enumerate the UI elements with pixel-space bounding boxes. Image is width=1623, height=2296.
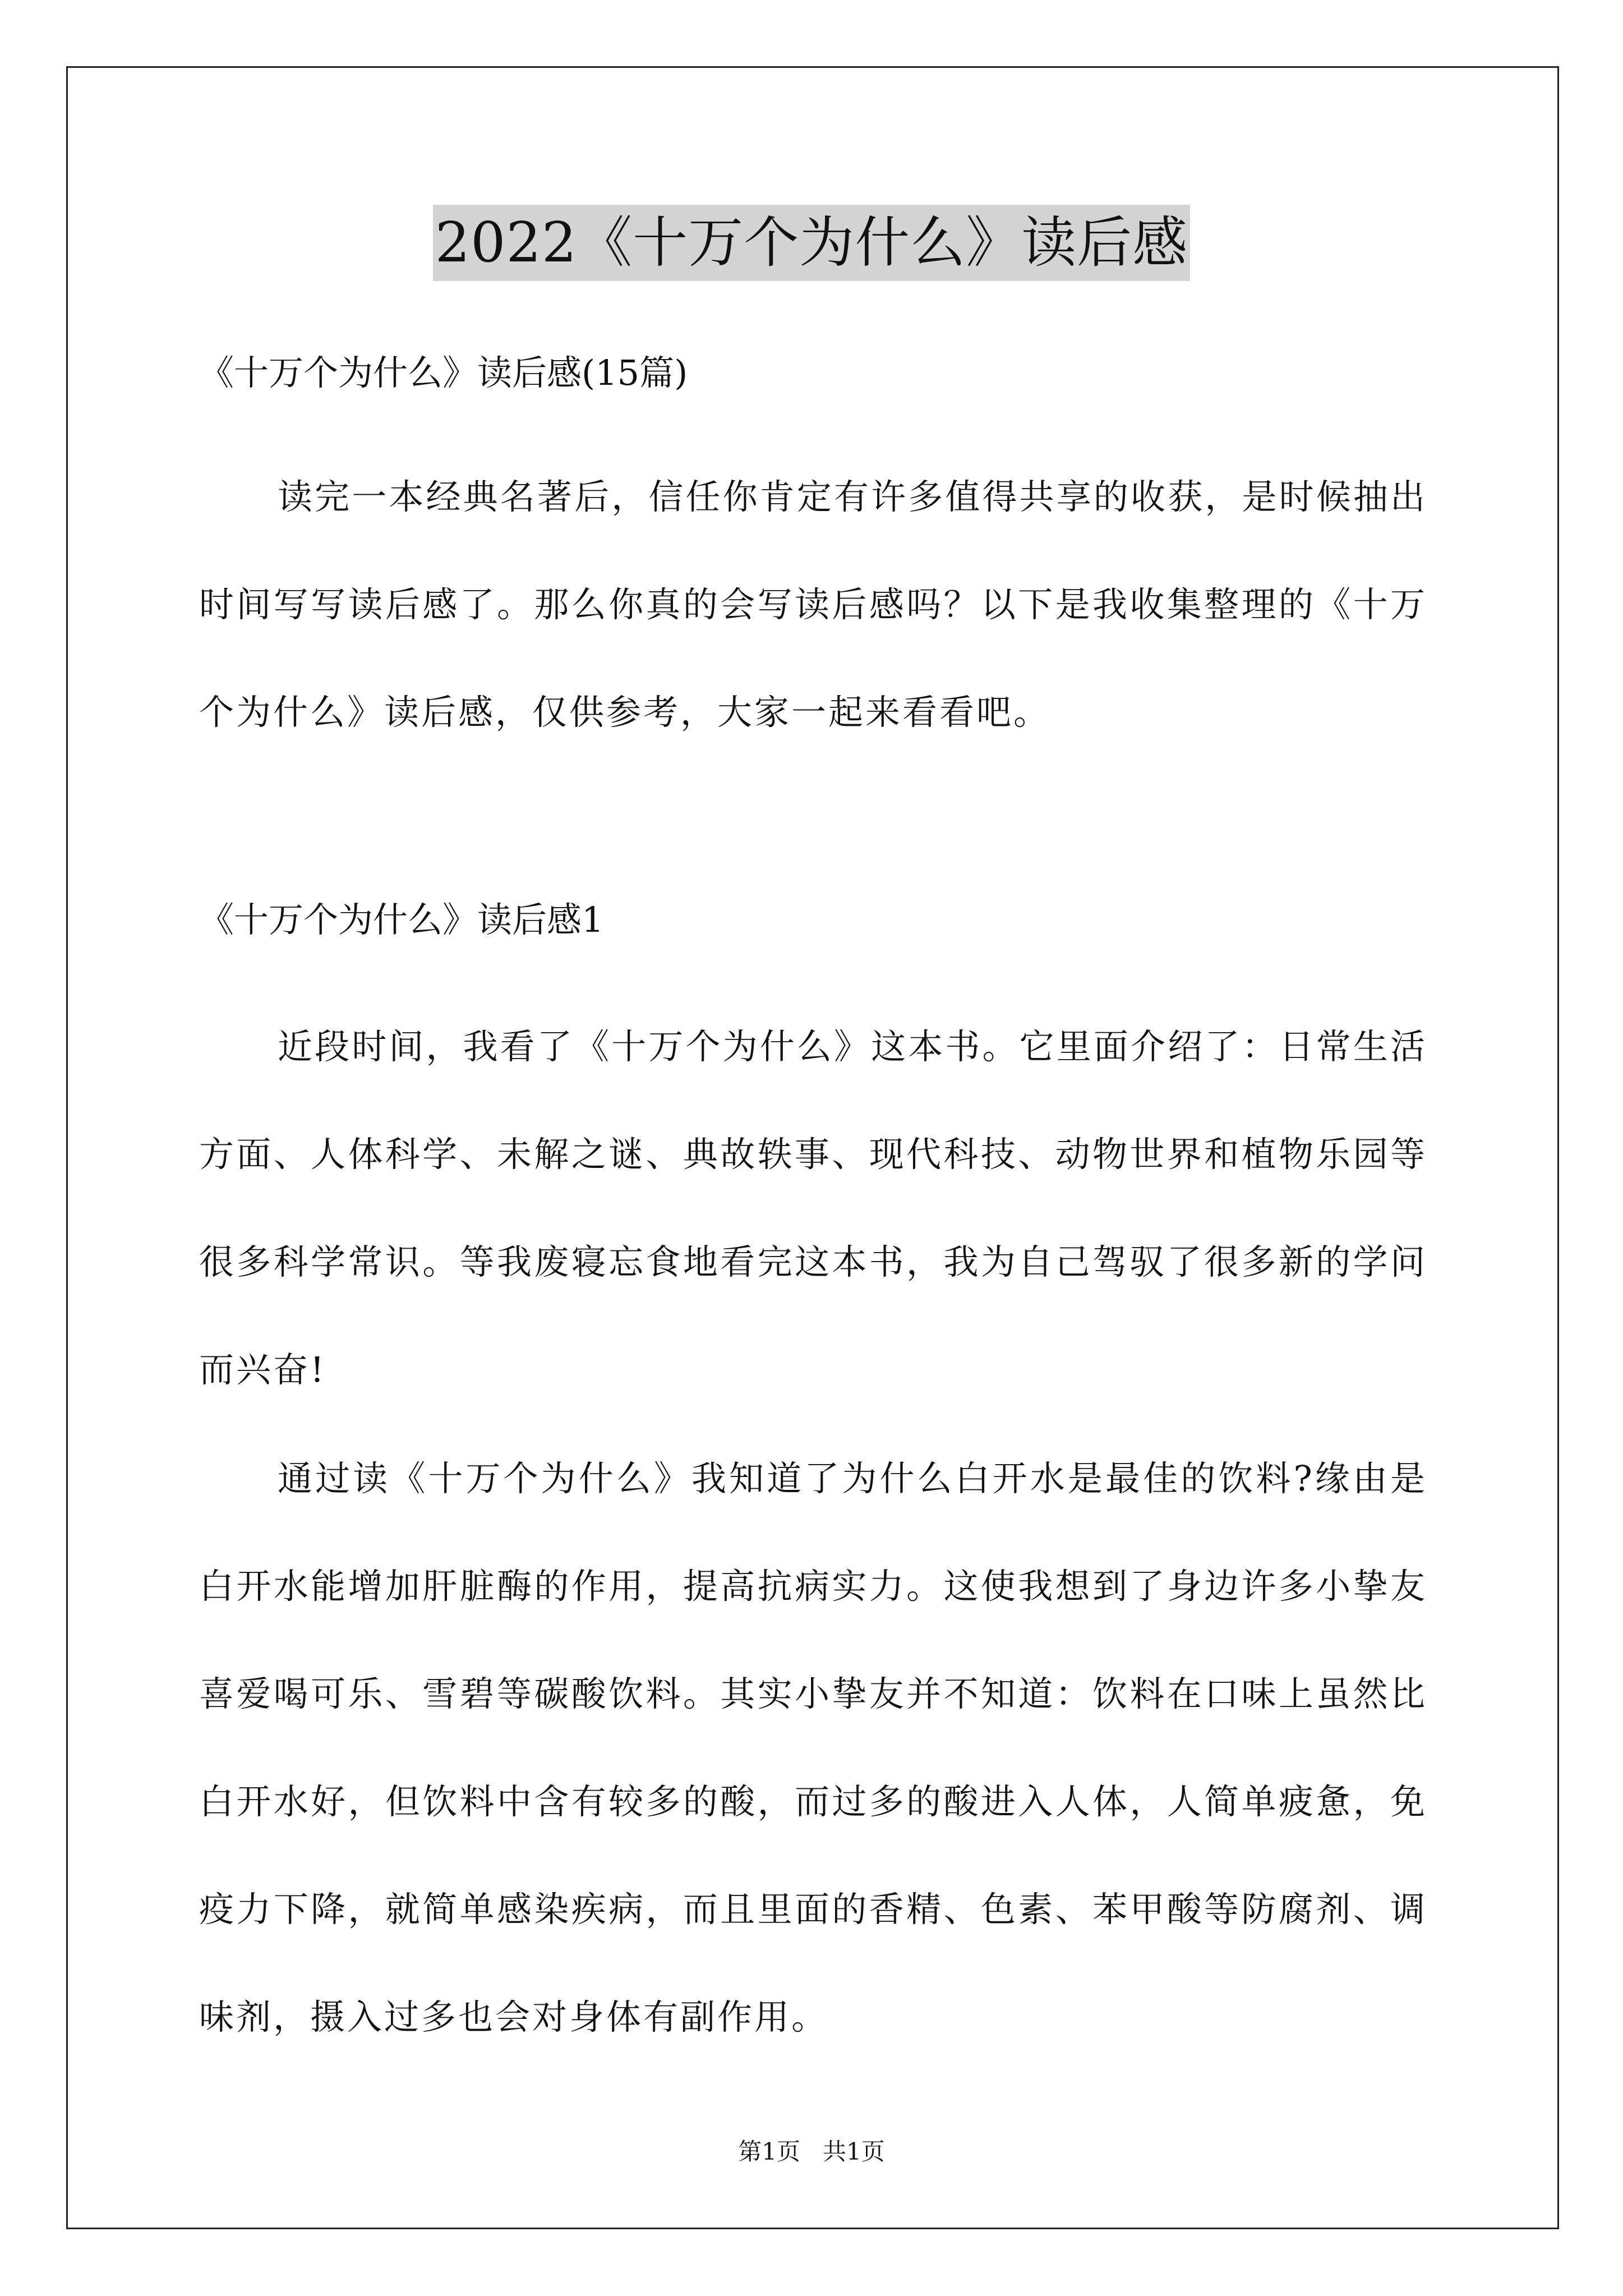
body-paragraph-1: 近段时间，我看了《十万个为什么》这本书。它里面介绍了：日常生活方面、人体科学、未解之谜、典故轶事、现代科技、动物世界和植物乐园等很多科学常识。等我废寝忘食地看完这本书，我为自己驾驭了很多新的学问而兴奋! bbox=[199, 1026, 1427, 1390]
title-container bbox=[0, 205, 1623, 281]
intro-paragraph: 读完一本经典名著后，信任你肯定有许多值得共享的收获，是时候抽出时间写写读后感了。那么你真的会写读后感吗？以下是我收集整理的《十万个为什么》读后感，仅供参考，大家一起来看看吧。 bbox=[199, 476, 1427, 733]
page-footer: 第1页 共1页 bbox=[738, 2138, 885, 2165]
document-title: 2022《十万个为什么》读后感 bbox=[433, 205, 1190, 281]
body-paragraph-2: 通过读《十万个为什么》我知道了为什么白开水是最佳的饮料?缘由是白开水能增加肝脏酶的作用，提高抗病实力。这使我想到了身边许多小挚友喜爱喝可乐、雪碧等碳酸饮料。其实小挚友并不知道：饮料在口味上虽然比白开水好，但饮料中含有较多的酸，而过多的酸进入人体，人简单疲惫，免疫力下降，就简单感染疾病，而且里面的香精、色素、苯甲酸等防腐剂、调味剂，摄入过多也会对身体有副作用。 bbox=[199, 1458, 1427, 2037]
document-subtitle: 《十万个为什么》读后感(15篇) bbox=[199, 352, 688, 393]
section-heading: 《十万个为什么》读后感1 bbox=[199, 899, 604, 940]
